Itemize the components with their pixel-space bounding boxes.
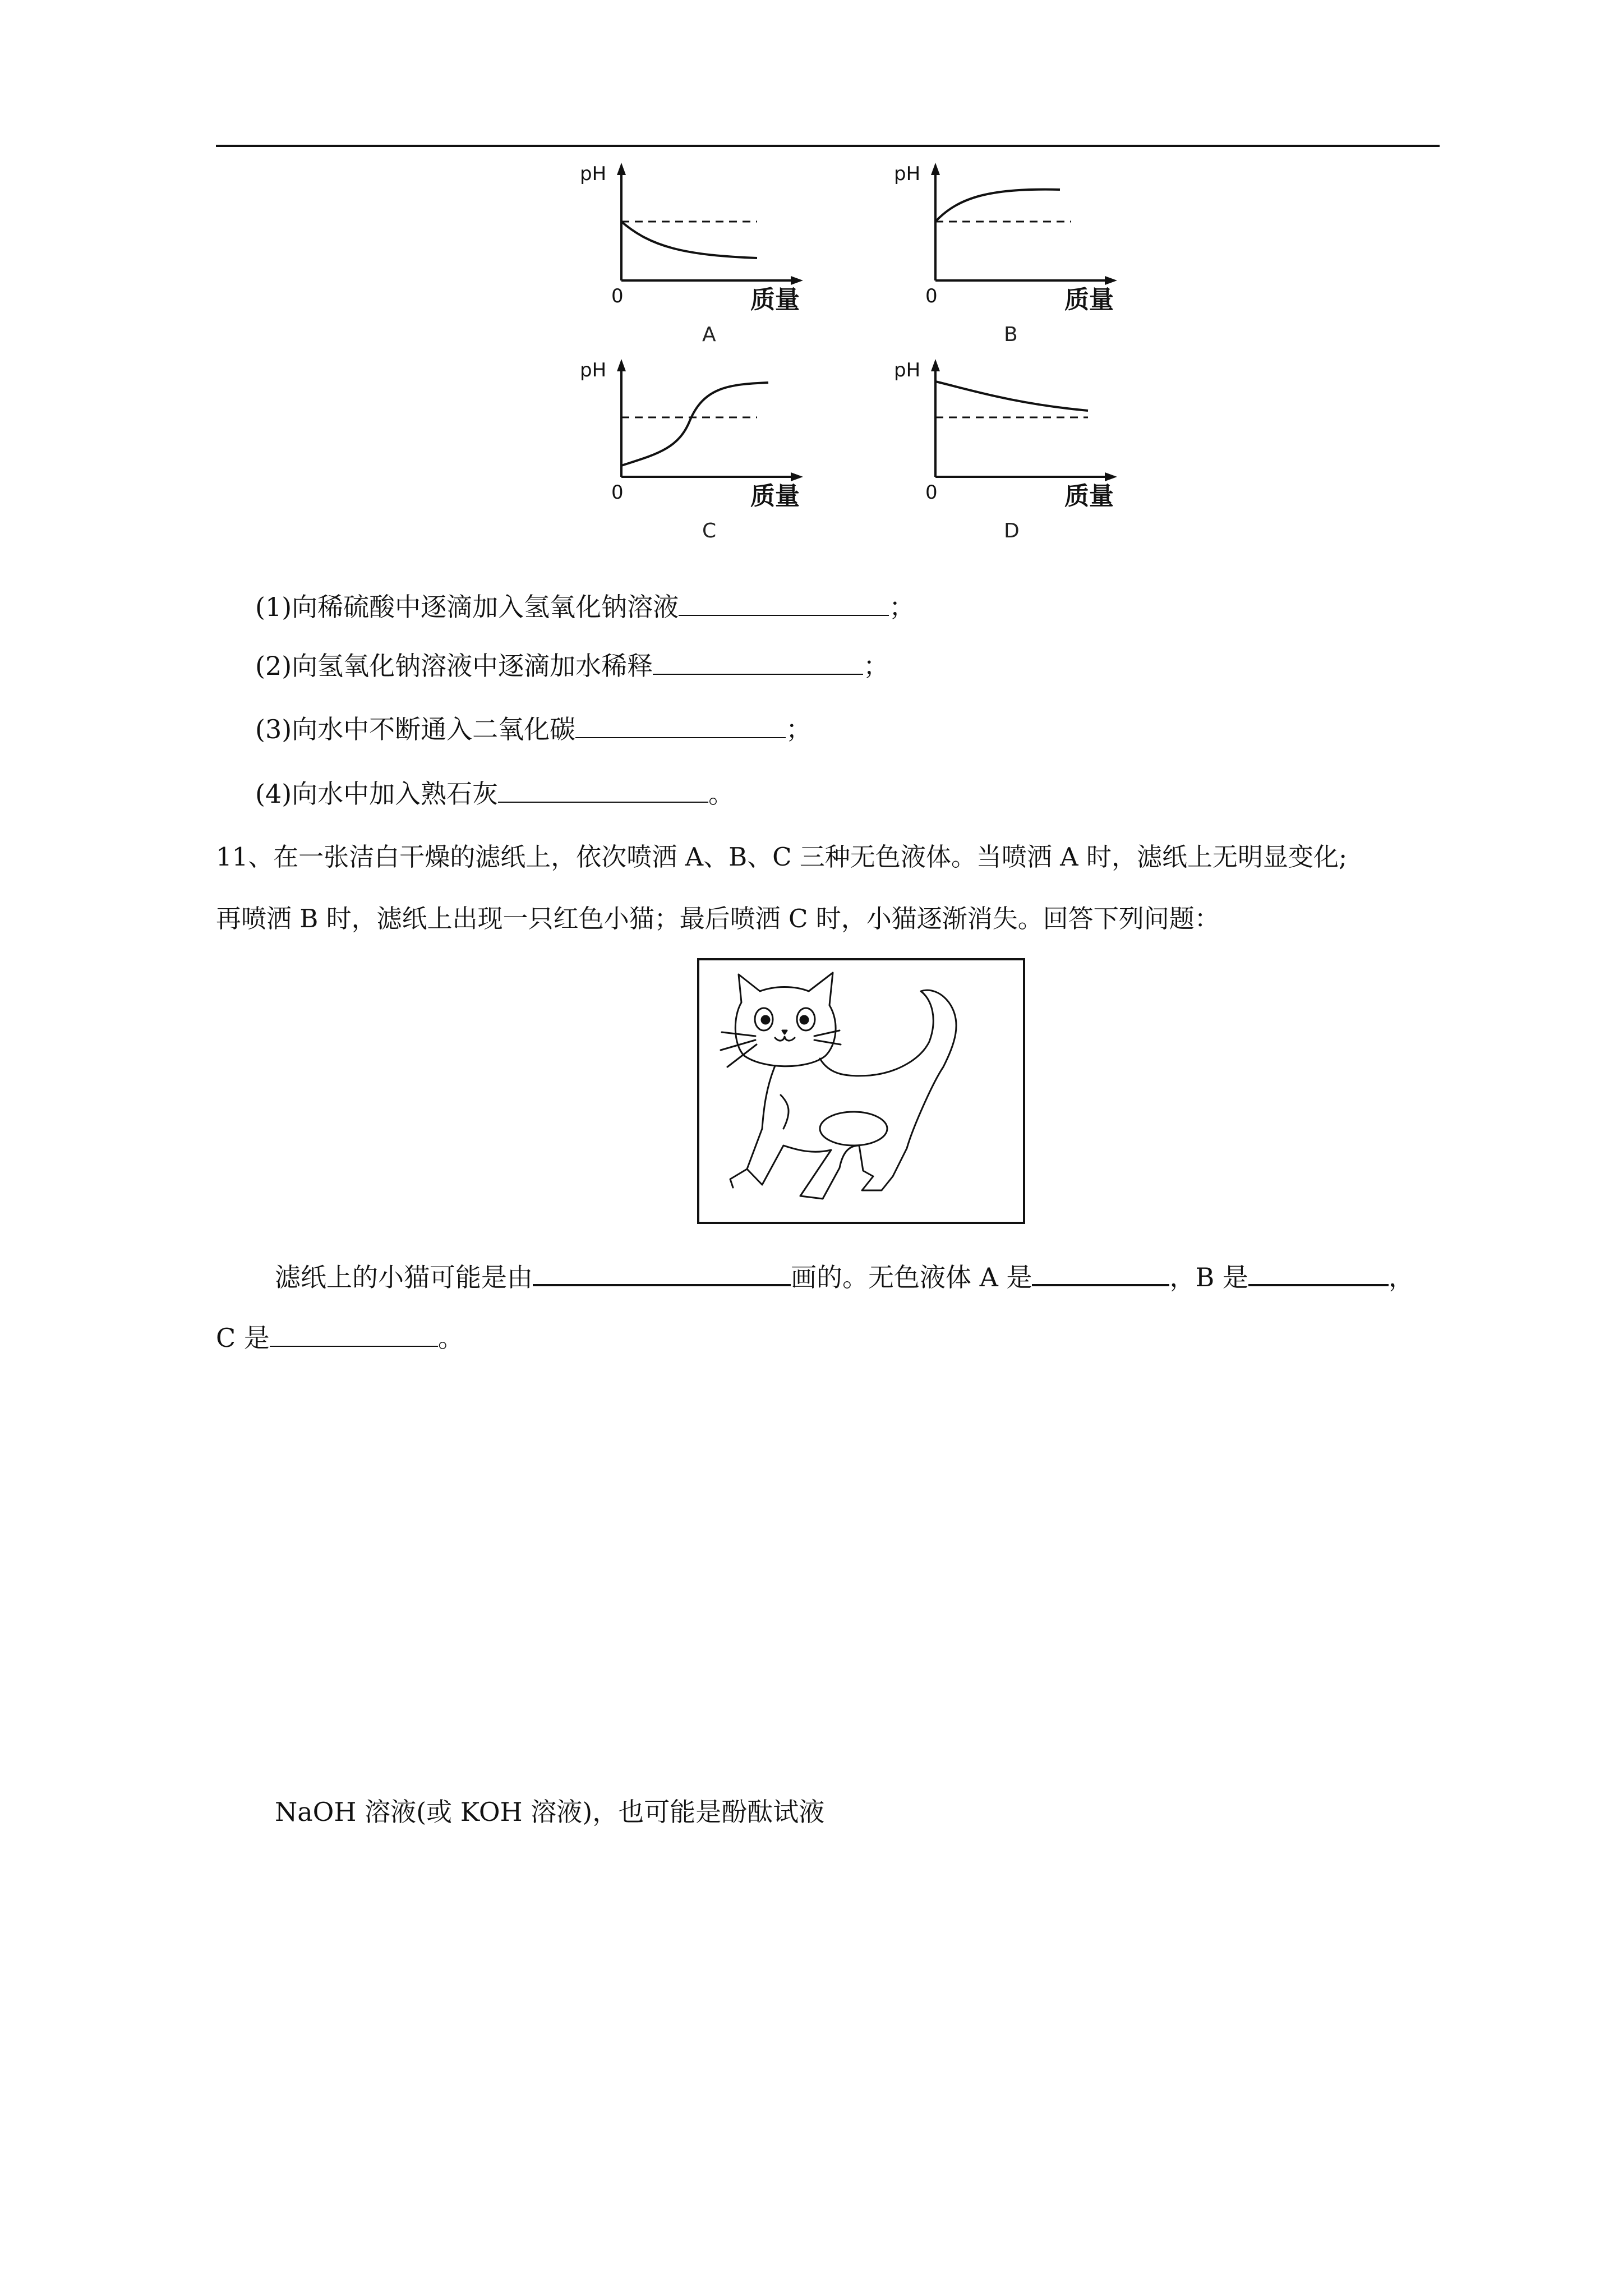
q10-item-4: (4)向水中加入熟石灰 。 — [255, 777, 734, 811]
graph-caption: A — [702, 323, 716, 346]
graph-c — [572, 359, 813, 542]
q11-fill-line-2: C 是 。 — [216, 1321, 464, 1355]
graph-a — [572, 163, 813, 346]
answer-blank[interactable] — [575, 712, 786, 738]
x-axis-label: 质量 — [1064, 482, 1114, 510]
answer-blank[interactable] — [653, 649, 863, 675]
answer-blank[interactable] — [533, 1259, 791, 1286]
graph-b — [886, 163, 1127, 346]
y-axis-label: pH — [580, 163, 607, 185]
q10-item-3: (3)向水中不断通入二氧化碳 ； — [255, 712, 811, 746]
origin-label: 0 — [611, 285, 624, 307]
answer-blank[interactable] — [1248, 1259, 1389, 1286]
y-axis-label: pH — [894, 359, 921, 381]
answer-blank[interactable] — [498, 777, 708, 803]
graph-caption: D — [1004, 519, 1020, 542]
x-axis-label: 质量 — [1064, 286, 1114, 314]
q10-item-2: (2)向氢氧化钠溶液中逐滴加水稀释 ； — [255, 649, 889, 683]
x-axis-label: 质量 — [750, 286, 800, 314]
q11-line-2: 再喷洒 B 时，滤纸上出现一只红色小猫；最后喷洒 C 时，小猫逐渐消失。回答下列问题： — [216, 904, 1220, 933]
answer-blank[interactable] — [1032, 1259, 1169, 1286]
header-rule — [216, 145, 1440, 147]
graph-caption: B — [1004, 323, 1018, 346]
answer-text: NaOH 溶液(或 KOH 溶液)，也可能是酚酞试液 — [275, 1797, 825, 1827]
q11-line-1: 11、在一张洁白干燥的滤纸上，依次喷洒 A、B、C 三种无色液体。当喷洒 A 时，滤纸上无明显变化; — [216, 842, 1348, 872]
origin-label: 0 — [925, 481, 938, 504]
q10-item-1: (1)向稀硫酸中逐滴加入氢氧化钠溶液 ； — [255, 590, 915, 624]
cat-icon — [699, 960, 1023, 1222]
answer-blank[interactable] — [679, 590, 889, 616]
answer-blank[interactable] — [270, 1321, 438, 1347]
origin-label: 0 — [925, 285, 938, 307]
x-axis-label: 质量 — [750, 482, 800, 510]
q11-fill-line: 滤纸上的小猫可能是由 画的。无色液体 A 是 ，B 是 ， — [275, 1259, 1414, 1294]
origin-label: 0 — [611, 481, 624, 504]
graph-d — [886, 359, 1127, 542]
graph-caption: C — [702, 519, 717, 542]
cat-drawing — [697, 958, 1025, 1224]
y-axis-label: pH — [894, 163, 921, 185]
y-axis-label: pH — [580, 359, 607, 381]
